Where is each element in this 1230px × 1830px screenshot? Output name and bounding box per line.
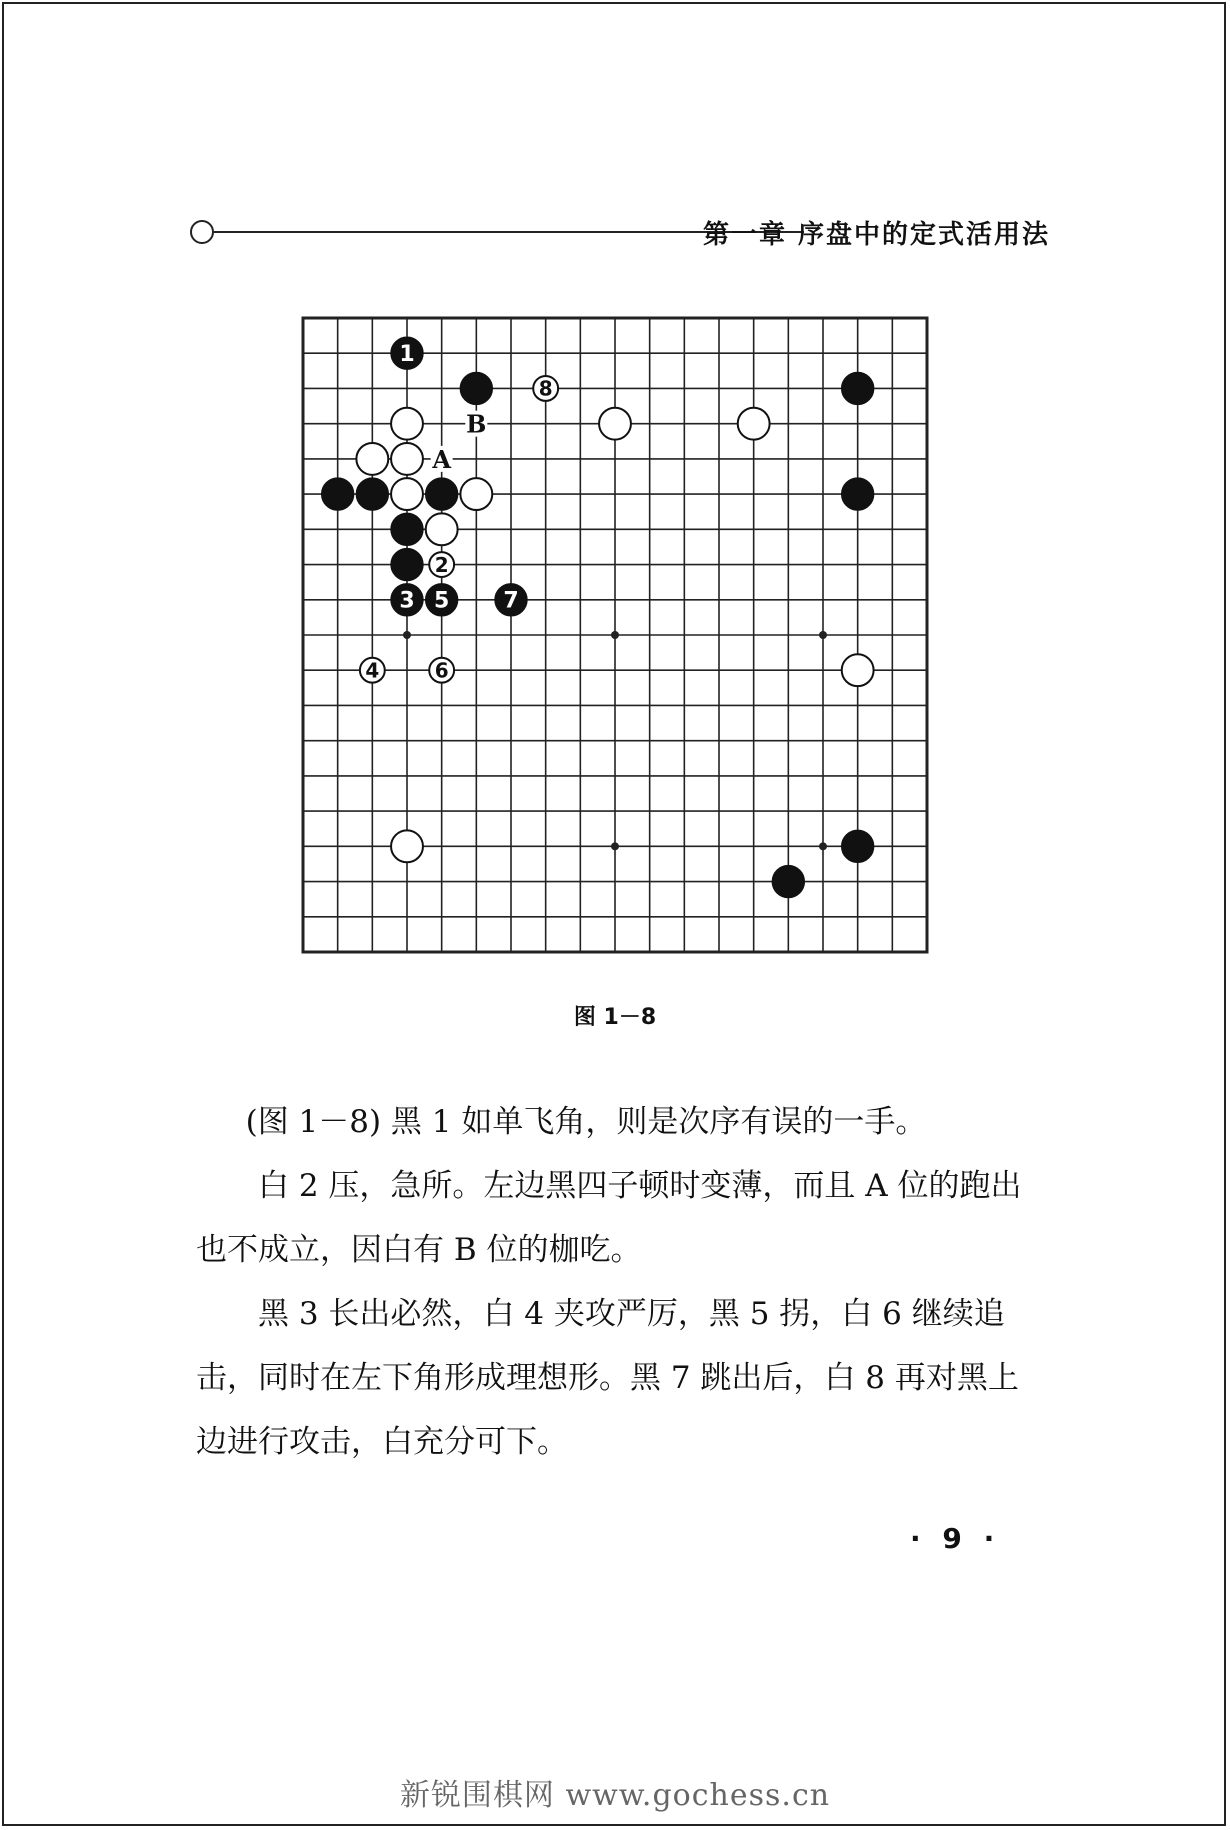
black-stone	[356, 478, 388, 510]
star-point	[819, 631, 827, 639]
paragraph-1: (图 1－8) 黑 1 如单飞角，则是次序有误的一手。	[245, 1104, 927, 1140]
go-board-diagram	[300, 315, 930, 955]
black-stone	[426, 478, 458, 510]
star-point	[611, 842, 619, 850]
white-stone	[842, 654, 874, 686]
go-board	[300, 315, 930, 955]
running-header	[190, 212, 1050, 256]
page-number: · 9 ·	[910, 1522, 1001, 1555]
header-circle-ornament	[190, 220, 214, 244]
white-stone	[391, 478, 423, 510]
star-point	[819, 842, 827, 850]
watermark: 新锐围棋网 www.gochess.cn	[399, 1778, 831, 1813]
white-stone-number: 2	[434, 552, 449, 577]
figure-caption: 图 1－8	[573, 1005, 657, 1030]
black-stone-number: 7	[503, 588, 519, 614]
star-point	[403, 631, 411, 639]
black-stone	[460, 372, 492, 404]
chapter-title: 第一章 序盘中的定式活用法	[702, 220, 1050, 250]
point-letter: A	[432, 444, 451, 474]
white-stone	[460, 478, 492, 510]
black-stone	[842, 478, 874, 510]
body-text	[196, 1090, 1046, 1474]
white-stone	[599, 408, 631, 440]
white-stone	[391, 830, 423, 862]
black-stone	[322, 478, 354, 510]
white-stone-number: 4	[365, 658, 380, 683]
black-stone-number: 5	[434, 588, 450, 614]
white-stone	[356, 443, 388, 475]
black-stone	[772, 866, 804, 898]
black-stone-number: 1	[399, 342, 415, 368]
black-stone	[842, 372, 874, 404]
white-stone	[391, 408, 423, 440]
white-stone-number: 6	[434, 658, 449, 683]
white-stone	[426, 513, 458, 545]
white-stone	[738, 408, 770, 440]
white-stone-number: 8	[538, 376, 553, 401]
white-stone	[391, 443, 423, 475]
star-point	[611, 631, 619, 639]
black-stone	[842, 830, 874, 862]
black-stone	[391, 513, 423, 545]
black-stone-number: 3	[399, 588, 415, 614]
point-letter: B	[466, 409, 487, 439]
black-stone	[391, 549, 423, 581]
paragraph-2: 白 2 压，急所。左边黑四子顿时变薄，而且 A 位的跑出也不成立，因白有 B 位的枷吃。	[196, 1168, 1022, 1268]
paragraph-3: 黑 3 长出必然，白 4 夹攻严厉，黑 5 拐，白 6 继续追击，同时在左下角形成理想形。黑 7 跳出后，白 8 再对黑上边进行攻击，白充分可下。	[196, 1296, 1019, 1460]
